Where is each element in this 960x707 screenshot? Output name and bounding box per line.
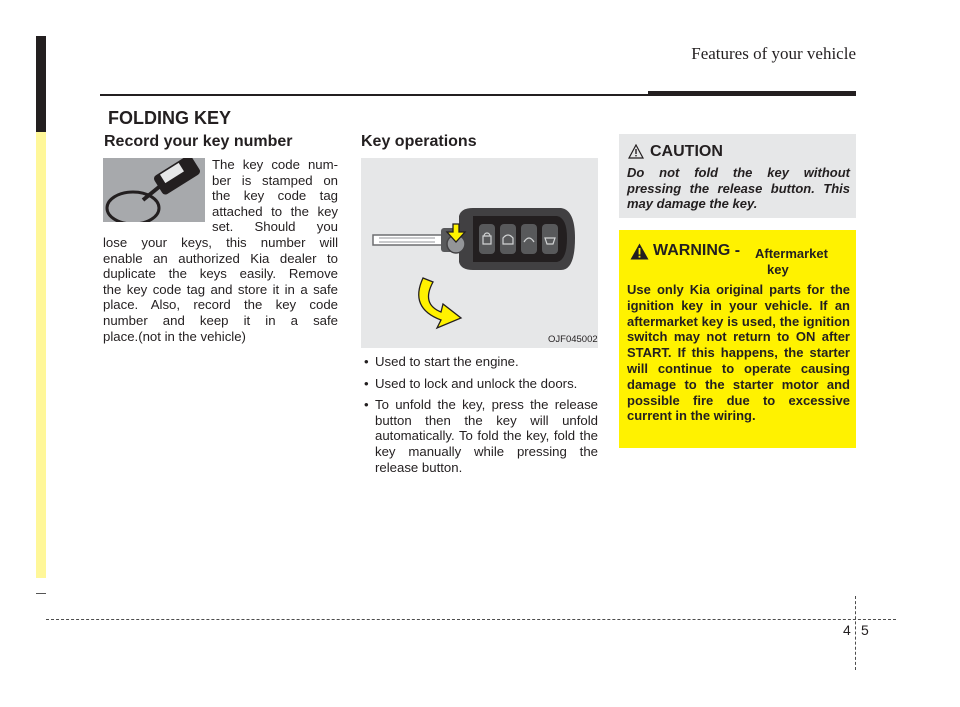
warning-title: WARNING - (653, 242, 741, 259)
caution-triangle-icon (628, 144, 644, 159)
page-title: FOLDING KEY (108, 108, 232, 128)
warning-subtitle-2: key (767, 262, 789, 277)
footer-divider (855, 596, 856, 670)
caution-title: CAUTION (650, 143, 723, 160)
chapter-number: 4 (843, 622, 851, 638)
key-tag-photo (103, 158, 205, 222)
record-line: set. Should you (212, 219, 338, 235)
margin-black-bar (36, 36, 46, 132)
footer-rule (46, 619, 896, 620)
record-line: enable an authorized Kia dealer to (103, 250, 338, 266)
key-ops-heading: Key operations (361, 133, 477, 150)
caution-text: Do not fold the key without pressing the release button. This may damage the key. (627, 165, 850, 211)
caution-box (619, 134, 856, 218)
record-line: the key code tag (212, 188, 338, 204)
record-line: ber is stamped on (212, 172, 338, 188)
record-text-full-lines (103, 235, 338, 344)
warning-triangle-icon (630, 243, 649, 260)
warning-text: Use only Kia original parts for the ignition key in your vehicle. If an aftermarket key is used, the ignition switch may not return to ON after START. If this happens, the starter will continue to operate causing damage to the starter motor and possible fire due to excessive current in the wiring. (627, 282, 850, 424)
margin-tick (36, 593, 46, 594)
record-line: number and keep it in a safe (103, 312, 338, 328)
list-item: • Used to start the engine. (361, 354, 598, 370)
record-line: The key code num- (212, 157, 338, 172)
record-heading: Record your key number (104, 133, 293, 150)
header-rule-accent (648, 91, 856, 96)
record-line: the key code tag and store it in a safe (103, 281, 338, 297)
page-number: 5 (861, 622, 869, 638)
record-line: attached to the key (212, 203, 338, 219)
key-ops-list (361, 354, 598, 481)
margin-yellow-bar (36, 132, 46, 578)
image-code: OJF045002 (548, 334, 598, 345)
warning-box (619, 230, 856, 448)
record-line: place. Also, record the key code (103, 297, 338, 313)
folding-key-illustration (361, 158, 598, 348)
record-text-wrap-lines (212, 157, 338, 235)
warning-subtitle: Aftermarket (755, 246, 828, 261)
record-line: place.(not in the vehicle) (103, 328, 246, 344)
record-line: duplicate the keys easily. Remove (103, 266, 338, 282)
section-title: Features of your vehicle (691, 44, 856, 63)
list-item: • Used to lock and unlock the doors. (361, 376, 598, 392)
record-line: lose your keys, this number will (103, 235, 338, 250)
list-item: • To unfold the key, press the release button then the key will unfold automatically. To fold the key, fold the key manually while pressing the release button. (361, 397, 598, 475)
